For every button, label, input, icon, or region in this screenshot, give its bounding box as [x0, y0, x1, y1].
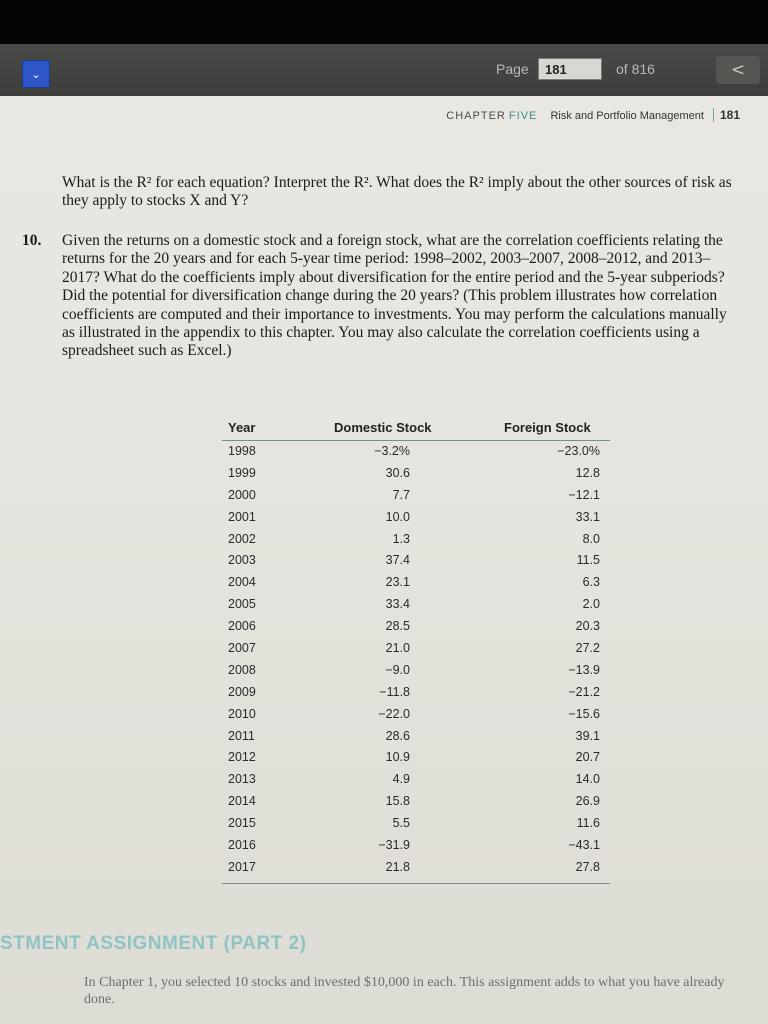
table-row: [222, 747, 610, 769]
cell-foreign-return: 33.1: [575, 509, 600, 524]
cell-domestic-return: 7.7: [392, 487, 410, 502]
table-row: [222, 704, 610, 726]
table-row: [222, 572, 610, 594]
cell-foreign-return: 20.3: [575, 619, 600, 634]
cell-year: 2001: [228, 509, 256, 524]
cell-foreign-return: 2.0: [582, 597, 600, 612]
assignment-text: In Chapter 1, you selected 10 stocks and invested $10,000 in each. This assignment adds to what you have already done.: [84, 975, 725, 1007]
page-label: Page: [496, 61, 529, 77]
table-bottom-rule: [222, 883, 610, 884]
cell-foreign-return: 27.8: [575, 859, 600, 874]
page-total-label: of 816: [616, 61, 655, 77]
header-year: Year: [228, 420, 256, 435]
table-row: [222, 769, 610, 791]
table-row: [222, 616, 610, 638]
cell-domestic-return: −11.8: [379, 684, 410, 699]
cell-foreign-return: 39.1: [575, 728, 600, 743]
cell-year: 2015: [228, 816, 256, 831]
cell-domestic-return: 21.0: [385, 641, 410, 656]
cell-foreign-return: 6.3: [582, 575, 600, 590]
table-body: [222, 441, 610, 879]
page-number: 181: [713, 108, 740, 122]
cell-year: 2010: [228, 706, 256, 721]
table-row: [222, 594, 610, 616]
header-domestic-stock: Domestic Stock: [334, 420, 432, 435]
table-row: [222, 529, 610, 551]
cell-domestic-return: 28.6: [385, 728, 410, 743]
cell-foreign-return: 26.9: [575, 794, 600, 809]
table-row: [222, 791, 610, 813]
cell-year: 2014: [228, 794, 256, 809]
cell-domestic-return: 23.1: [385, 575, 410, 590]
cell-year: 2016: [228, 838, 256, 853]
cell-foreign-return: 8.0: [582, 531, 600, 546]
cell-foreign-return: −43.1: [568, 838, 600, 853]
cell-year: 2003: [228, 553, 256, 568]
cell-year: 2009: [228, 684, 256, 699]
cell-foreign-return: 12.8: [575, 465, 600, 480]
cell-foreign-return: 14.0: [575, 772, 600, 787]
cell-year: 2012: [228, 750, 256, 765]
question-10-number: 10.: [22, 232, 42, 249]
cell-year: 2006: [228, 619, 256, 634]
cell-year: 1999: [228, 465, 256, 480]
cell-year: 2002: [228, 531, 256, 546]
cell-year: 1998: [228, 444, 256, 458]
cell-domestic-return: 10.0: [385, 509, 410, 524]
table-row: [222, 550, 610, 572]
cell-domestic-return: 33.4: [385, 597, 410, 612]
question-9-text: What is the R² for each equation? Interpret the R². What does the R² imply about the other sources of risk as they apply to stocks X and Y?: [62, 174, 732, 210]
cell-year: 2011: [228, 728, 255, 743]
cell-foreign-return: 27.2: [575, 641, 600, 656]
section-title: Risk and Portfolio Management: [550, 110, 704, 122]
cell-foreign-return: 20.7: [575, 750, 600, 765]
cell-year: 2007: [228, 641, 256, 656]
table-row: [222, 507, 610, 529]
table-row: [222, 463, 610, 485]
cell-foreign-return: −21.2: [568, 684, 600, 699]
cell-year: 2004: [228, 575, 256, 590]
cell-year: 2013: [228, 772, 256, 787]
table-row: [222, 638, 610, 660]
question-10-text: Given the returns on a domestic stock and a foreign stock, what are the correlation coefficients relating the returns for the 20 years and for each 5-year time period: 1998–2002, 2003–2007, 2008–2012, and 2013–2017? What do the coefficients imply about diversification for the entire period and the 5-year subperiods? Did the potential for diversification change during the 20 years? (This problem illustrates how correlation coefficients are computed and their importance to investments. You may perform the calculations manually as illustrated in the appendix to this chapter. You may also calculate the correlation coefficients using a spreadsheet such as Excel.): [62, 232, 727, 360]
header-foreign-stock: Foreign Stock: [504, 420, 591, 435]
table-row: [222, 682, 610, 704]
cell-foreign-return: 11.6: [576, 816, 600, 831]
top-bezel: [0, 0, 768, 44]
cell-year: 2000: [228, 487, 256, 502]
cell-domestic-return: 10.9: [385, 750, 410, 765]
viewer-toolbar: [0, 44, 768, 96]
table-row: [222, 835, 610, 857]
cell-domestic-return: −9.0: [385, 662, 410, 677]
cell-domestic-return: 4.9: [392, 772, 410, 787]
cell-domestic-return: 30.6: [385, 465, 410, 480]
cell-foreign-return: −12.1: [568, 487, 600, 502]
chevron-down-icon[interactable]: ⌄: [22, 60, 50, 88]
cell-year: 2005: [228, 597, 256, 612]
assignment-heading: STMENT ASSIGNMENT (PART 2): [0, 933, 307, 954]
table-row: [222, 660, 610, 682]
cell-foreign-return: −13.9: [568, 662, 600, 677]
cell-domestic-return: 21.8: [385, 859, 410, 874]
cell-domestic-return: 5.5: [392, 816, 410, 831]
back-arrow-icon[interactable]: <: [716, 56, 760, 84]
table-header: [222, 420, 610, 441]
table-row: [222, 485, 610, 507]
table-row: [222, 726, 610, 748]
cell-domestic-return: −22.0: [378, 706, 410, 721]
cell-foreign-return: −15.6: [568, 706, 600, 721]
table-row: [222, 857, 610, 879]
cell-domestic-return: 15.8: [385, 794, 410, 809]
cell-domestic-return: 1.3: [392, 531, 410, 546]
chapter-label: CHAPTER: [446, 110, 506, 122]
table-row: [222, 813, 610, 835]
cell-year: 2008: [228, 662, 256, 677]
table-row: [222, 441, 610, 463]
cell-domestic-return: −31.9: [378, 838, 410, 853]
cell-domestic-return: −3.2%: [374, 444, 410, 458]
chapter-number: FIVE: [508, 110, 538, 122]
cell-domestic-return: 37.4: [385, 553, 410, 568]
cell-foreign-return: −23.0%: [557, 444, 600, 458]
cell-year: 2017: [228, 859, 256, 874]
running-head: [0, 108, 740, 122]
cell-domestic-return: 28.5: [385, 619, 410, 634]
cell-foreign-return: 11.5: [576, 553, 600, 568]
page-number-input[interactable]: [538, 58, 602, 80]
returns-table: [222, 420, 610, 879]
